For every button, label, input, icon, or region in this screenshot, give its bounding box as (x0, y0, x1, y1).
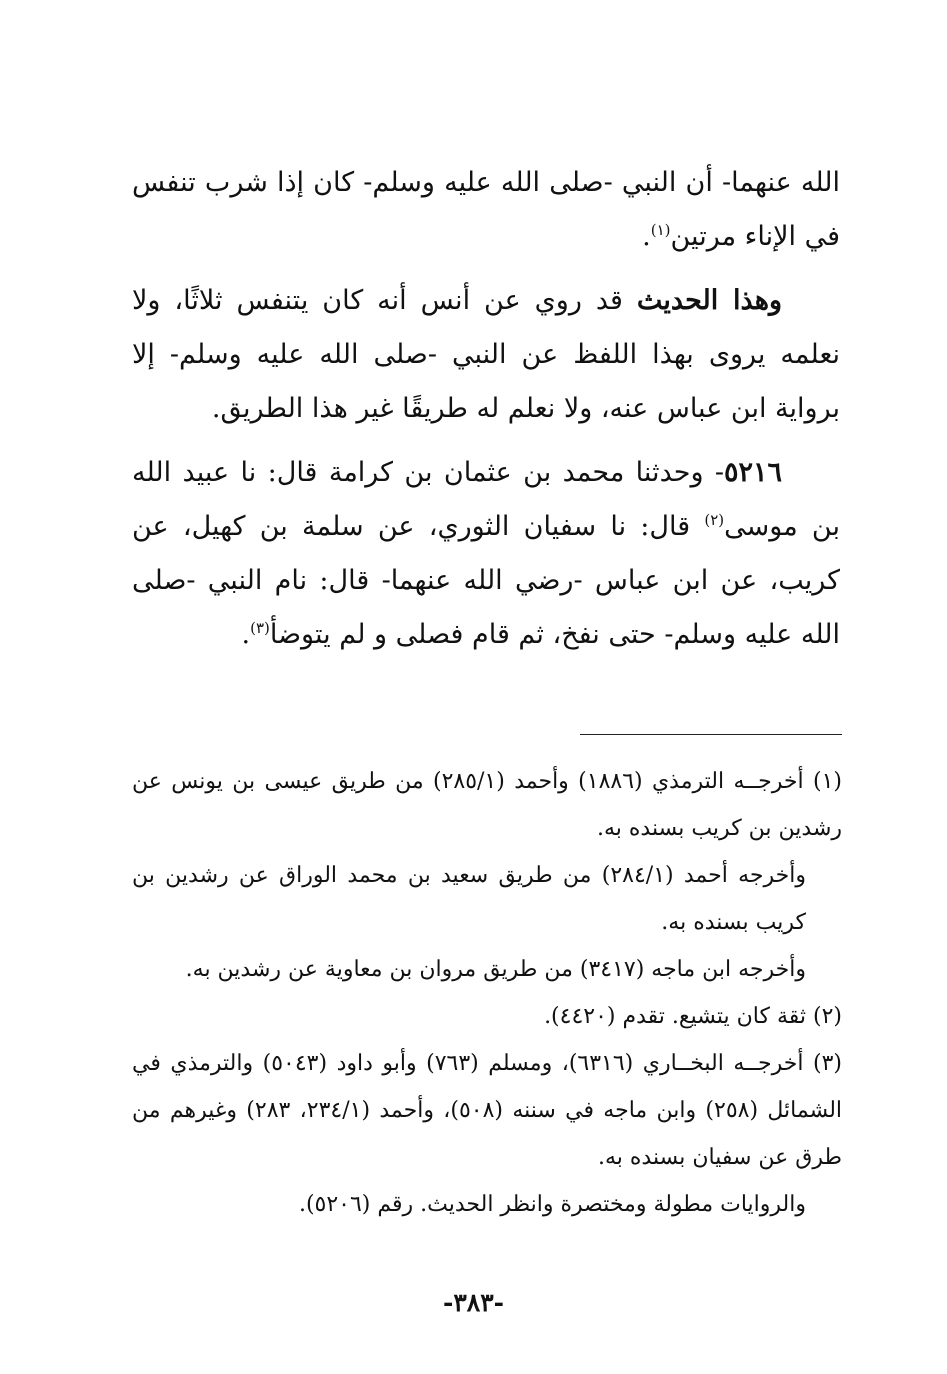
paragraph-end: . (241, 619, 251, 650)
hadith-text: قال: نا سفيان الثوري، عن سلمة بن كهيل، عن كريب، عن ابن عباس -رضي الله عنهما- قال: نام النبي -صلى الله عليه وسلم- حتى نفخ، ثم قام فصلى و لم يتوضأ (132, 511, 840, 650)
footnote-2: (٢) ثقة كان يتشيع. تقدم (٤٤٢٠). (544, 1004, 842, 1029)
main-text (132, 156, 840, 672)
hadith-text: - وحدثنا محمد بن عثمان بن كرامة قال: نا عبيد الله بن موسى (132, 457, 840, 542)
paragraph-end: . (642, 221, 651, 252)
footnote-reference: (١) (650, 221, 671, 239)
footnote-reference: (٣) (250, 619, 270, 637)
hadith-entry (132, 446, 840, 662)
page-number: -٣٨٣- (442, 1288, 505, 1317)
paragraph-lead: وهذا الحديث (636, 285, 782, 316)
footnote-1-continuation: وأخرجه أحمد (٢٨٤/١) من طريق سعيد بن محمد الوراق عن رشدين بن كريب بسنده به. (132, 863, 807, 935)
footnote-1: (١) أخرجــه الترمذي (١٨٨٦) وأحمد (٢٨٥/١) من طريق عيسى بن يونس عن رشدين بن كريب بسنده به. (132, 769, 842, 841)
footnote-divider (580, 734, 842, 735)
footnotes (132, 758, 842, 1228)
footnote-3: (٣) أخرجــه البخــاري (٦٣١٦)، ومسلم (٧٦٣) وأبو داود (٥٠٤٣) والترمذي في الشمائل (٢٥٨) وابن ماجه في سننه (٥٠٨)، وأحمد (٢٣٤/١، ٢٨٣) وغيرهم من طرق عن سفيان بسنده به. (132, 1051, 843, 1170)
footnote-reference: (٢) (704, 511, 725, 529)
footnote-1-continuation: وأخرجه ابن ماجه (٣٤١٧) من طريق مروان بن معاوية عن رشدين به. (185, 957, 806, 982)
hadith-number: ٥٢١٦ (723, 457, 782, 488)
paragraph-text: الله عنهما- أن النبي -صلى الله عليه وسلم- كان إذا شرب تنفس في الإناء مرتين (132, 167, 840, 252)
paragraph-text: قد روي عن أنس أنه كان يتنفس ثلاثًا، ولا نعلمه يروى بهذا اللفظ عن النبي -صلى الله عليه وسلم- إلا برواية ابن عباس عنه، ولا نعلم له طريقًا غير هذا الطريق. (132, 285, 840, 424)
footnote-3-continuation: والروايات مطولة ومختصرة وانظر الحديث. رقم (٥٢٠٦). (298, 1192, 806, 1217)
paragraph-continuation (132, 156, 840, 264)
paragraph-commentary (132, 274, 840, 436)
